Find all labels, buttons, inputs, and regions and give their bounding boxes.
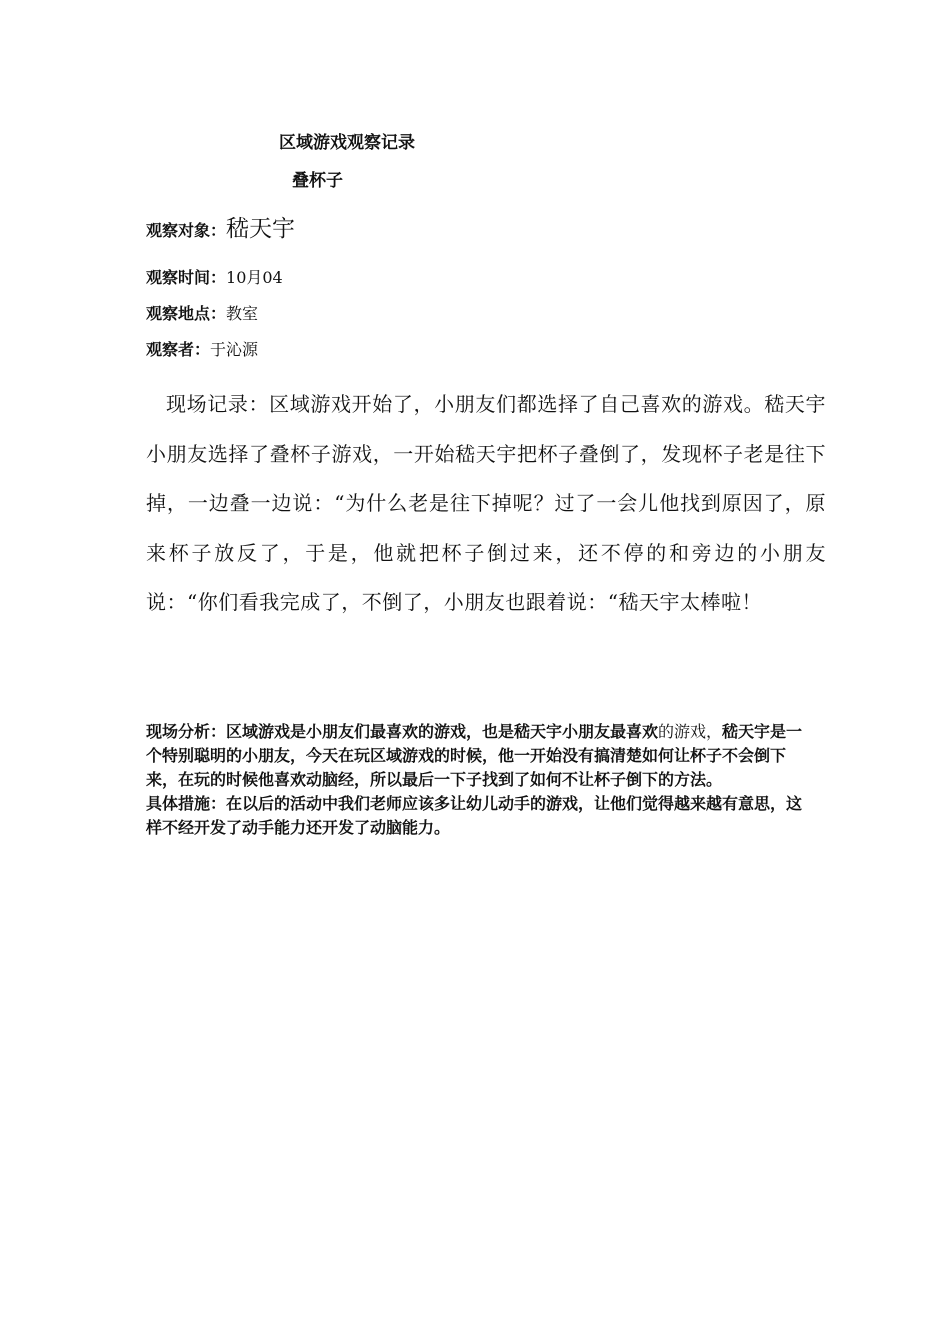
analysis-text-3: 嵇天宇是一个特别聪明的小朋友，今天在玩区域游戏的时候，他一开始没有搞清楚如何让杯子不会倒下来，在玩的时候他喜欢动脑经，所以最后一下子找到了如何不让杯子倒下的方法。	[146, 722, 803, 789]
observer-label: 观察者：	[146, 340, 211, 359]
subject-label: 观察对象：	[146, 221, 227, 240]
measures-paragraph: 具体措施：在以后的活动中我们老师应该多让幼儿动手的游戏，让他们觉得越来越有意思，这样不经开发了动手能力还开发了动脑能力。	[146, 794, 803, 837]
time-label: 观察时间：	[146, 268, 227, 287]
place-label: 观察地点：	[146, 304, 227, 323]
observation-record: 现场记录：区域游戏开始了，小朋友们都选择了自己喜欢的游戏。嵇天宇小朋友选择了叠杯子游戏，一开始嵇天宇把杯子叠倒了，发现杯子老是往下掉，一边叠一边说：“为什么老是往下掉呢？过了一会儿他找到原因了，原来杯子放反了，于是，他就把杯子倒过来，还不停的和旁边的小朋友说：“你们看我完成了，不倒了，小朋友也跟着说：“嵇天宇太棒啦！	[146, 392, 826, 614]
analysis-section	[146, 720, 814, 840]
meta-place	[146, 301, 258, 324]
analysis-text-1: 现场分析：区域游戏是小朋友们最喜欢的游戏，也是嵇天宇小朋友最喜欢	[146, 722, 659, 741]
meta-observer	[146, 337, 258, 360]
subject-value: 嵇天宇	[226, 216, 296, 242]
observer-value: 于沁源	[210, 340, 259, 359]
document-subtitle: 叠杯子	[292, 171, 343, 191]
place-value: 教室	[226, 304, 259, 323]
analysis-text-2: 的游戏，	[658, 722, 723, 741]
analysis-paragraph	[146, 720, 814, 792]
document-title: 区域游戏观察记录	[279, 133, 415, 153]
time-value: 10月04	[226, 268, 283, 287]
meta-subject	[146, 210, 295, 243]
meta-time	[146, 265, 283, 288]
